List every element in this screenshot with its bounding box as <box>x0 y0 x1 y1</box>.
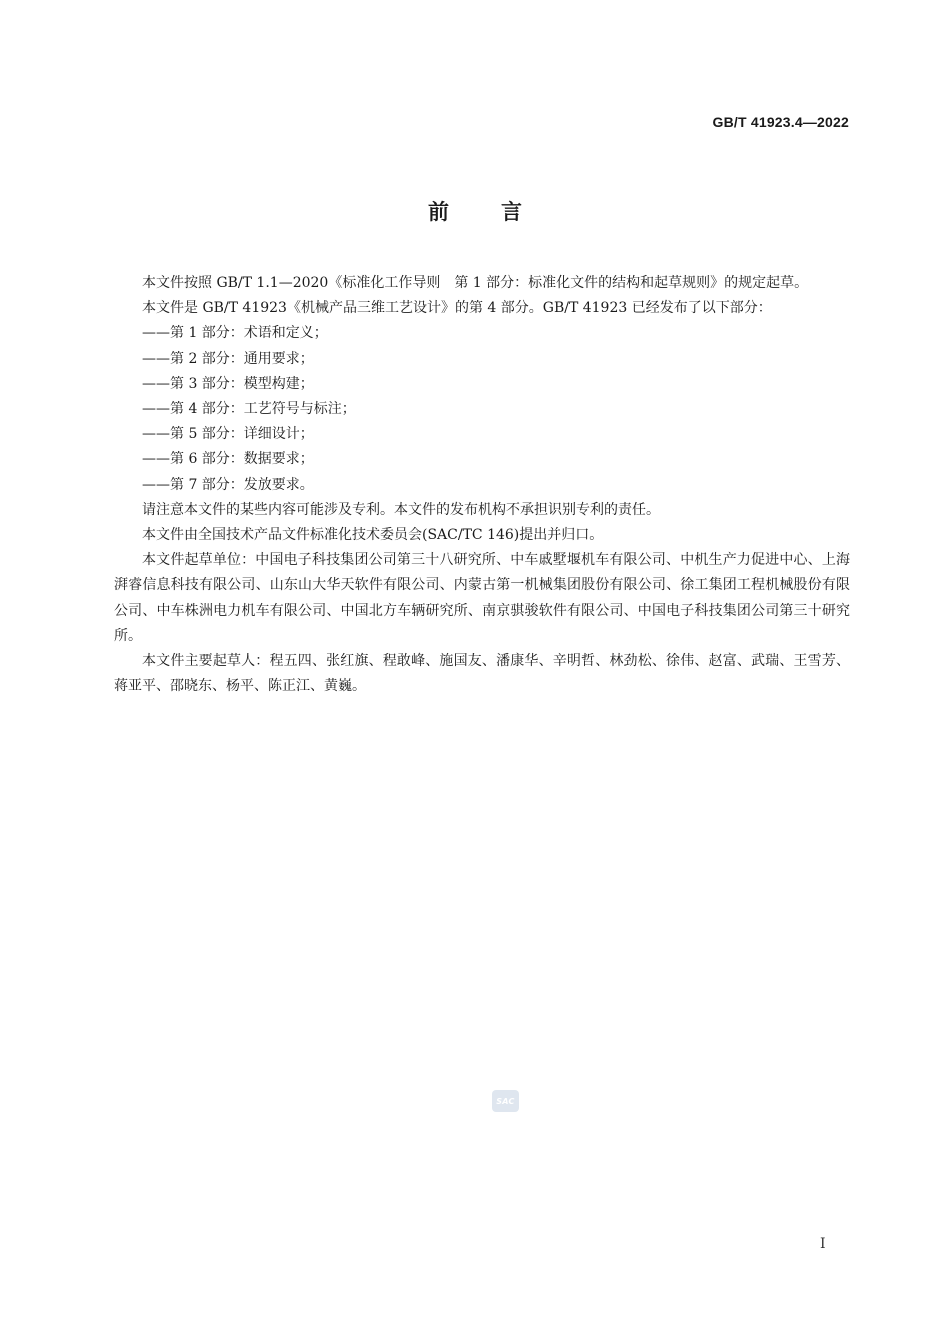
list-item: ——第 1 部分：术语和定义； <box>142 325 328 342</box>
list-item: ——第 5 部分：详细设计； <box>142 426 314 443</box>
list-item: ——第 4 部分：工艺符号与标注； <box>142 401 356 418</box>
page-title: 前言 <box>428 200 574 224</box>
paragraph-proposer: 本文件由全国技术产品文件标准化技术委员会(SAC/TC 146)提出并归口。 <box>142 527 604 544</box>
list-item: ——第 3 部分：模型构建； <box>142 375 314 392</box>
list-item: ——第 6 部分：数据要求； <box>142 451 314 468</box>
document-body <box>114 271 850 699</box>
paragraph-drafting-units: 本文件起草单位：中国电子科技集团公司第三十八研究所、中车戚墅堰机车有限公司、中机生产力促进中心、上海湃睿信息科技有限公司、山东山大华天软件有限公司、内蒙古第一机械集团股份有限公司、徐工集团工程机械股份有限公司、中车株洲电力机车有限公司、中国北方车辆研究所、南京骐骏软件有限公司、中国电子科技集团公司第三十研究所。 <box>114 552 850 644</box>
list-item: ——第 2 部分：通用要求； <box>142 350 314 367</box>
paragraph-patent-notice: 请注意本文件的某些内容可能涉及专利。本文件的发布机构不承担识别专利的责任。 <box>142 501 660 518</box>
paragraph-drafting-rules: 本文件按照 GB/T 1.1—2020《标准化工作导则 第 1 部分：标准化文件的结构和起草规则》的规定起草。 <box>142 275 809 291</box>
sac-watermark-logo <box>492 1090 519 1112</box>
list-item: ——第 7 部分：发放要求。 <box>142 476 314 493</box>
page-number: I <box>820 1236 826 1252</box>
sac-logo-text: SAC <box>496 1096 515 1106</box>
standard-code: GB/T 41923.4—2022 <box>712 114 849 130</box>
paragraph-drafters: 本文件主要起草人：程五四、张红旗、程敢峰、施国友、潘康华、辛明哲、林劲松、徐伟、赵富、武瑞、王雪芳、蒋亚平、邵晓东、杨平、陈正江、黄巍。 <box>114 653 850 695</box>
paragraph-series-intro: 本文件是 GB/T 41923《机械产品三维工艺设计》的第 4 部分。GB/T 41923 已经发布了以下部分： <box>142 300 772 317</box>
